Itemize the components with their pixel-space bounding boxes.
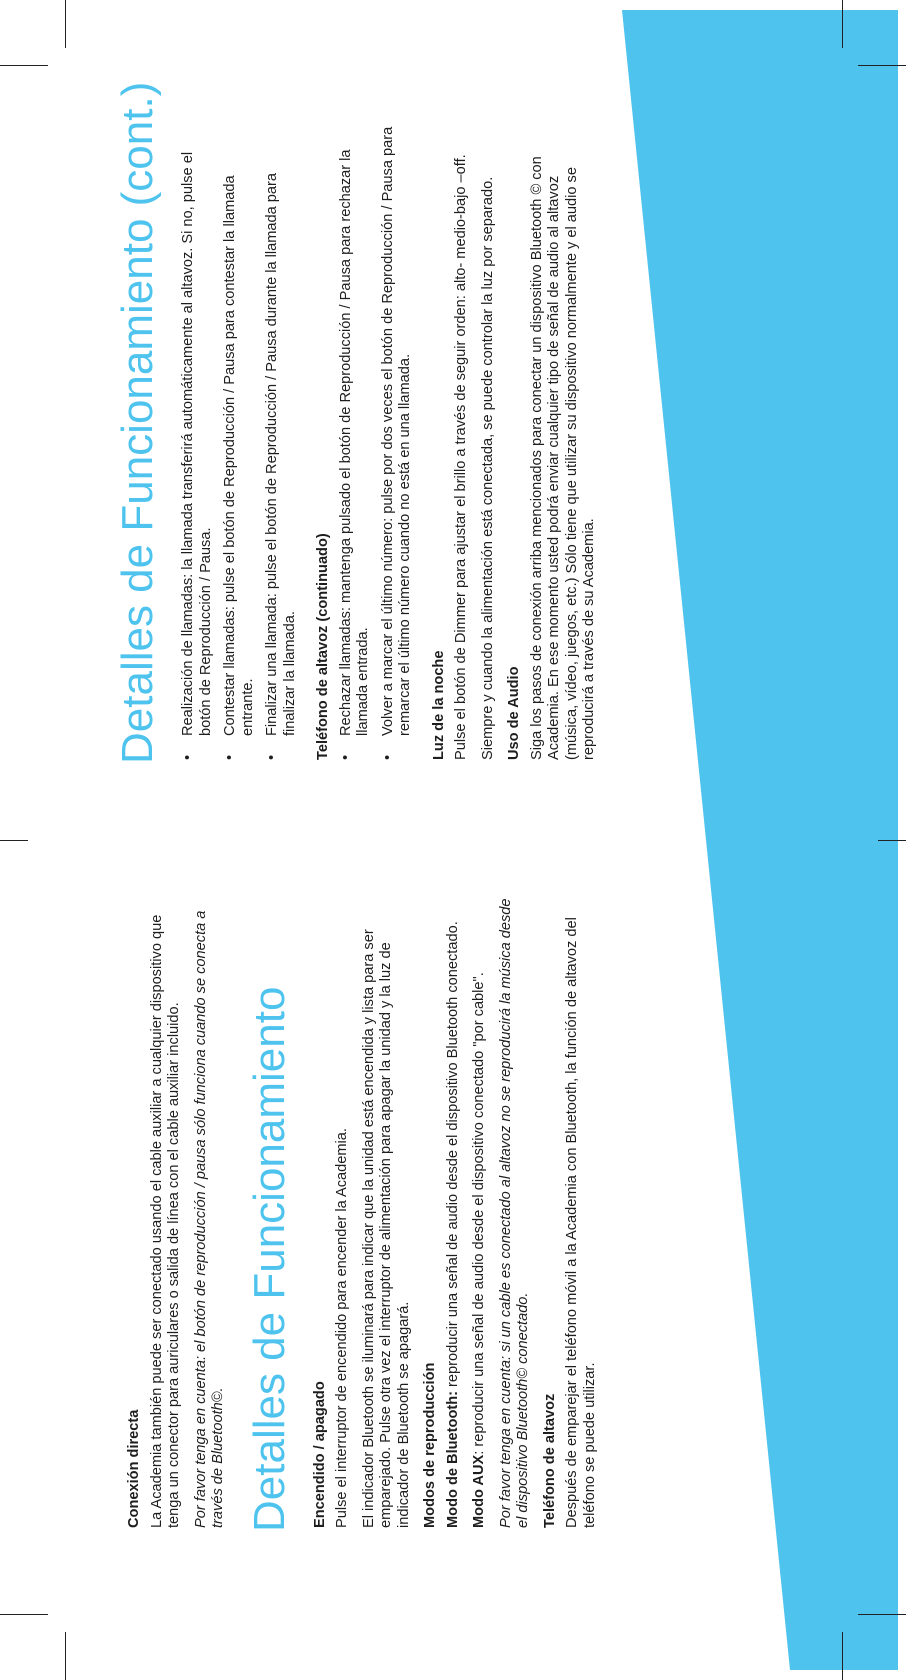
list-item	[222, 120, 257, 760]
modes-note: Por favor tenga en cuenta: si un cable es conectado al altavoz no se reproducirá la música desde el dispositivo Bluetooth© conectado.	[497, 898, 531, 1528]
night-light-text-1: Pulse el botón de Dimmer para ajustar el brillo a través de seguir orden: alto- medio-bajo –off.	[453, 154, 469, 760]
power-title: Encendido / apagado	[311, 1381, 328, 1528]
speakerphone-title: Teléfono de altavoz	[541, 1393, 558, 1528]
bullet-glyph: •	[379, 754, 396, 760]
bullet-text: Finalizar una llamada: pulse el botón de Reproducción / Pausa durante la llamada para finalizar la llamada.	[264, 172, 298, 736]
list-item	[264, 120, 299, 760]
left-column	[126, 888, 608, 1532]
list-item	[380, 120, 415, 760]
bluetooth-mode-label: Modo de Bluetooth:	[444, 1391, 461, 1528]
call-bullets-2	[338, 120, 415, 760]
bullet-text: Rechazar llamadas: mantenga pulsado el botón de Reproducción / Pausa para rechazar la llamada entrada.	[337, 149, 371, 736]
audio-use-title: Uso de Audio	[506, 666, 522, 760]
aux-mode-desc: : reproducir una señal de audio desde el dispositivo conectado "por cable".	[471, 972, 487, 1455]
speakerphone-text: Después de emparejar el teléfono móvil a la Academia con Bluetooth, la función de altavoz del teléfono se puede utilizar.	[564, 917, 598, 1528]
call-bullets	[180, 120, 299, 760]
bullet-text: Realización de llamadas: la llamada transferirá automáticamente al altavoz. Si no, pulse el botón de Reproducción / Pausa.	[180, 151, 214, 736]
bullet-glyph: •	[222, 754, 238, 760]
bullet-glyph: •	[264, 754, 280, 760]
bluetooth-mode-desc: reproducir una señal de audio desde el dispositivo Bluetooth conectado.	[444, 921, 461, 1391]
speakerphone-cont-title: Teléfono de altavoz (continuado)	[315, 533, 331, 760]
night-light-text-2: Siempre y cuando la alimentación está conectada, se puede controlar la luz por separado.	[479, 176, 496, 760]
right-column	[112, 81, 608, 764]
power-text-1: Pulse el interruptor de encendido para encender la Academia.	[334, 1128, 350, 1528]
audio-use-text: Siga los pasos de conexión arriba mencionados para conectar un dispositivo Bluetooth © con Academia. En ese momento usted podrá enviar cualquier tipo de señal de audio al altavoz (música, vídeo, juegos, etc.) Sólo tiene que utilizar su dispositivo normalmente y el audio se reproducirá a través de su Academia.	[528, 156, 597, 760]
modes-title: Modos de reproducción	[422, 1362, 438, 1528]
bullet-text: Contestar llamadas: pulse el botón de Reproducción / Pausa para contestar la llamada entrante.	[222, 175, 256, 736]
direct-connection-text: La Academia también puede ser conectado usando el cable auxiliar a cualquier dispositivo que tenga un conector para auriculares o salida de línea con el cable auxiliar incluido.	[148, 914, 182, 1528]
night-light-title: Luz de la noche	[430, 650, 447, 760]
bluetooth-mode-text	[445, 888, 463, 1528]
aux-mode-label: Modo AUX	[471, 1454, 487, 1528]
operation-details-heading: Detalles de Funcionamiento	[244, 986, 294, 1532]
aux-mode-text	[471, 888, 489, 1528]
direct-connection-note: Por favor tenga en cuenta: el botón de reproducción / pausa sólo funciona cuando se conecta a través de Bluetooth©.	[192, 910, 226, 1528]
list-item	[180, 120, 215, 760]
bullet-glyph: •	[337, 754, 354, 760]
bullet-text: Volver a marcar el último número: pulse por dos veces el botón de Reproducción / Pausa para remarcar el último número cuando no está en una llamada.	[379, 126, 413, 736]
operation-details-cont-heading: Detalles de Funcionamiento (cont.)	[113, 81, 162, 764]
power-text-2: El indicador Bluetooth se iluminará para indicar que la unidad está encendida y lista para ser emparejado. Pulse otra vez el interruptor de alimentación para apagar la unidad y la luz de indicador de Bluetooth se apagará.	[360, 929, 412, 1528]
direct-connection-title: Conexión directa	[126, 1409, 142, 1528]
list-item	[338, 120, 373, 760]
bullet-glyph: •	[180, 754, 196, 760]
